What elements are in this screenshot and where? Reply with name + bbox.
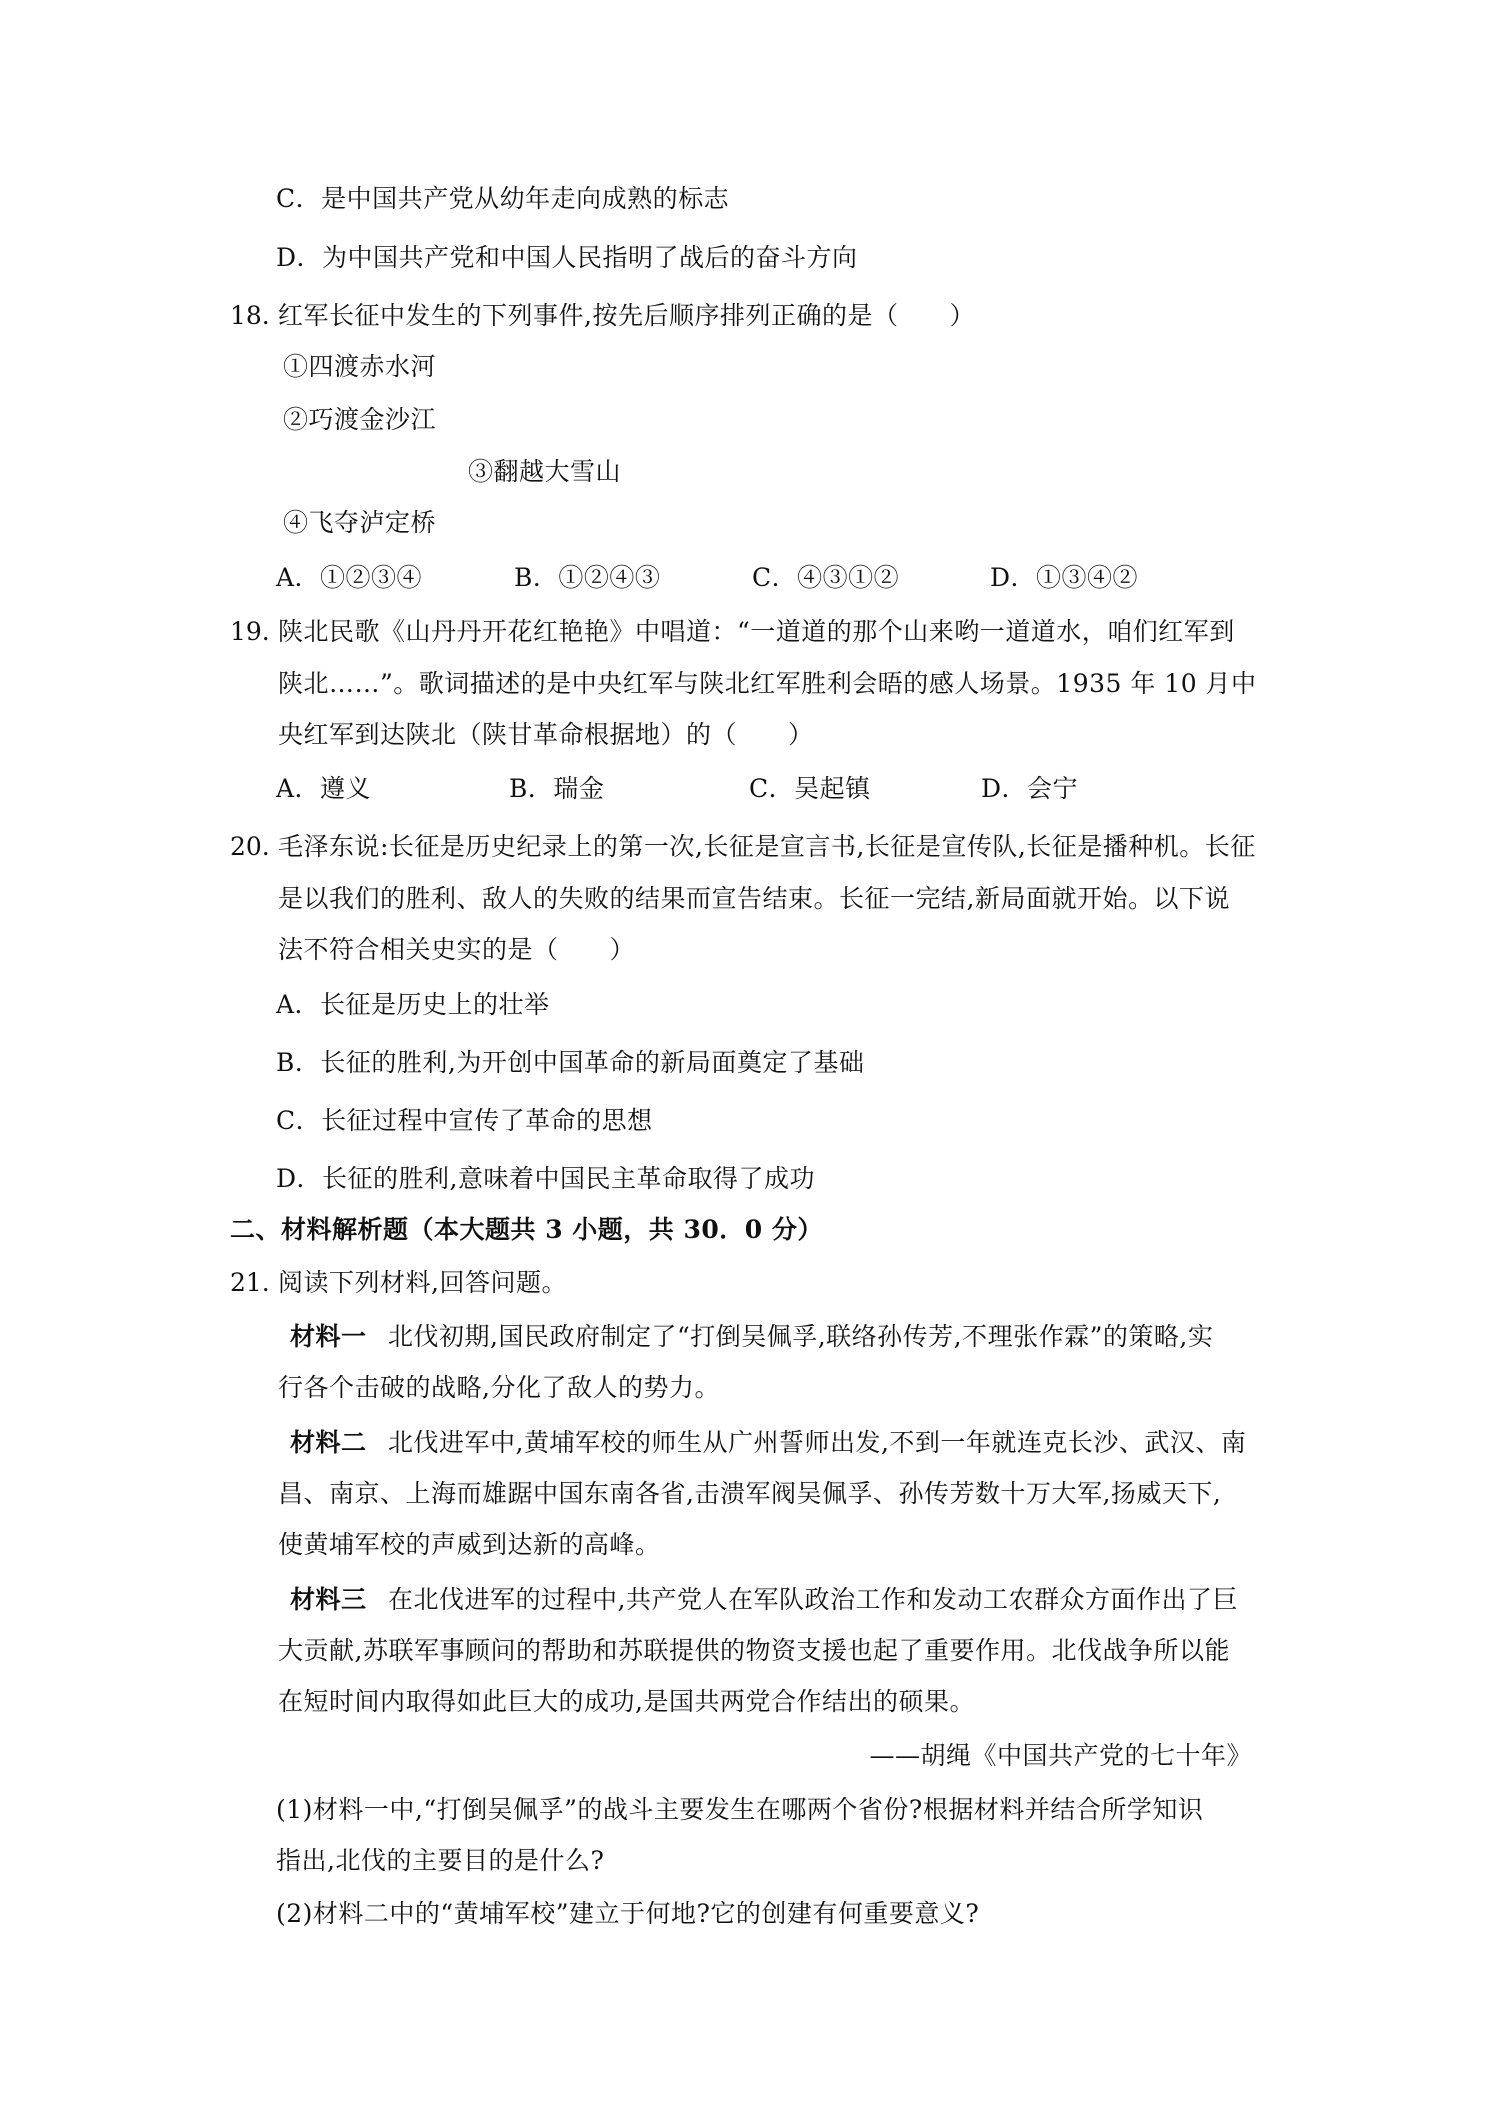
q18-event-1: ①四渡赤水河 [283,352,437,381]
q20-option-a: A．长征是历史上的壮举 [276,990,550,1019]
material-source: ——胡绳《中国共产党的七十年》 [869,1741,1252,1770]
material-3-label: 材料三 [290,1585,367,1614]
material-2-line-2: 昌、南京、上海而雄踞中国东南各省,击溃军阀吴佩孚、孙传芳数十万大军,扬威天下, [278,1479,1222,1508]
q18-event-3: ③翻越大雪山 [468,457,622,486]
q21-sub1-line-2: 指出,北伐的主要目的是什么? [276,1846,605,1875]
q21-number: 21. [230,1268,270,1297]
q18-option-c: C．④③①② [752,563,900,592]
material-1-line-1: 北伐初期,国民政府制定了“打倒吴佩孚,联络孙传芳,不理张作霖”的策略,实 [388,1322,1214,1351]
q20-option-d: D．长征的胜利,意味着中国民主革命取得了成功 [276,1164,815,1193]
q21-sub1-line-1: (1)材料一中,“打倒吴佩孚”的战斗主要发生在哪两个省份?根据材料并结合所学知识 [276,1795,1204,1824]
q19-option-d: D．会宁 [981,774,1079,803]
q20-stem-line-3: 法不符合相关史实的是（ ） [278,935,636,964]
material-1-label: 材料一 [290,1322,367,1351]
q18-option-d: D．①③④② [990,563,1139,592]
material-3-line-2: 大贡献,苏联军事顾问的帮助和苏联提供的物资支援也起了重要作用。北伐战争所以能 [278,1636,1230,1665]
material-2-line-1: 北伐进军中,黄埔军校的师生从广州誓师出发,不到一年就连克长沙、武汉、南 [388,1428,1247,1457]
q19-option-b: B．瑞金 [509,774,605,803]
q19-option-a: A．遵义 [276,774,372,803]
q19-stem-line-1: 陕北民歌《山丹丹开花红艳艳》中唱道：“一道道的那个山来哟一道道水，咱们红军到 [278,617,1235,646]
q19-stem-line-3: 央红军到达陕北（陕甘革命根据地）的（ ） [278,720,814,749]
q18-event-2: ②巧渡金沙江 [283,405,437,434]
q20-option-b: B．长征的胜利,为开创中国革命的新局面奠定了基础 [276,1048,865,1077]
material-3-line-1: 在北伐进军的过程中,共产党人在军队政治工作和发动工农群众方面作出了巨 [388,1585,1238,1614]
q18-stem: 红军长征中发生的下列事件,按先后顺序排列正确的是（ ） [278,301,975,330]
q19-number: 19. [230,617,270,646]
q20-stem-line-2: 是以我们的胜利、敌人的失败的结果而宣告结束。长征一完结,新局面就开始。以下说 [278,884,1230,913]
material-2-line-3: 使黄埔军校的声威到达新的高峰。 [278,1530,661,1559]
q19-stem-line-2: 陕北……”。歌词描述的是中央红军与陕北红军胜利会晤的感人场景。1935 年 10 月中 [278,669,1257,698]
q18-option-b: B．①②④③ [514,563,661,592]
q18-option-a: A．①②③④ [276,563,423,592]
q17-option-d: D．为中国共产党和中国人民指明了战后的奋斗方向 [276,243,858,272]
material-3-line-3: 在短时间内取得如此巨大的成功,是国共两党合作结出的硕果。 [278,1687,975,1716]
material-2-label: 材料二 [290,1428,367,1457]
q18-number: 18. [230,301,270,330]
q18-event-4: ④飞夺泸定桥 [283,508,437,537]
q17-option-c: C．是中国共产党从幼年走向成熟的标志 [276,184,730,213]
material-1-line-2: 行各个击破的战略,分化了敌人的势力。 [278,1373,720,1402]
section-2-heading: 二、材料解析题（本大题共 3 小题，共 30．0 分） [230,1215,823,1244]
q20-stem-line-1: 毛泽东说:长征是历史纪录上的第一次,长征是宣言书,长征是宣传队,长征是播种机。长征 [278,832,1256,861]
q19-option-c: C．吴起镇 [749,774,871,803]
q20-option-c: C．长征过程中宣传了革命的思想 [276,1106,653,1135]
q20-number: 20. [230,832,270,861]
q21-stem: 阅读下列材料,回答问题。 [278,1268,567,1297]
q21-sub2: (2)材料二中的“黄埔军校”建立于何地?它的创建有何重要意义? [276,1899,980,1928]
